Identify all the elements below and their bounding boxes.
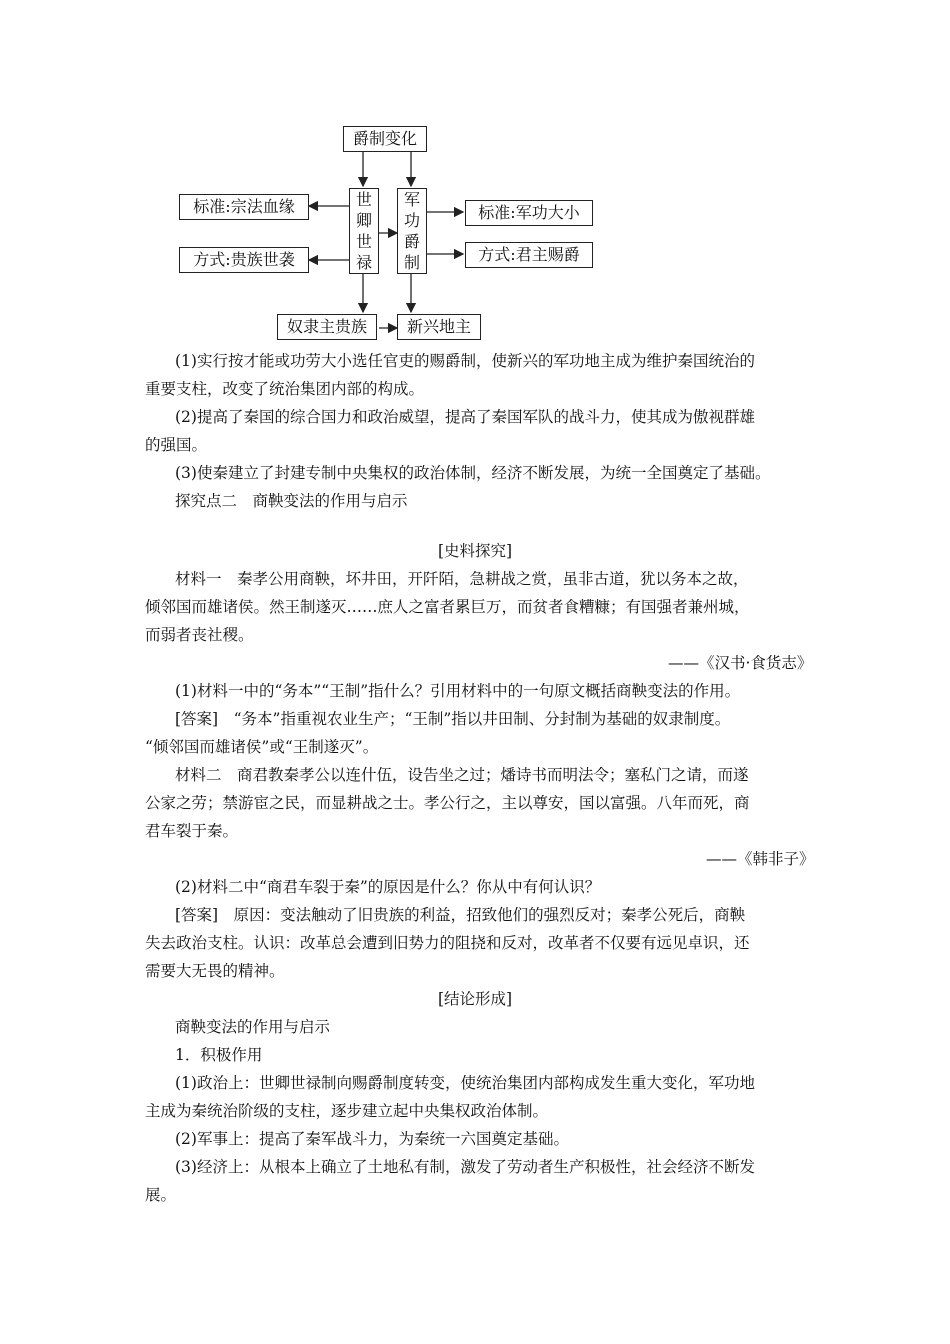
text-line: (1)实行按才能或功劳大小选任官吏的赐爵制，使新兴的军功地主成为维护秦国统治的 <box>175 352 755 370</box>
text-line: (1)政治上：世卿世禄制向赐爵制度转变，使统治集团内部构成发生重大变化，军功地 <box>175 1074 755 1092</box>
text-line: 而弱者丧社稷。 <box>145 626 254 644</box>
left-col-char: 世 <box>355 189 372 209</box>
right-standard-label: 标准:军功大小 <box>478 203 580 222</box>
diagram-right-column <box>397 188 427 274</box>
bottom-right-label: 新兴地主 <box>406 317 471 336</box>
right-col-char: 爵 <box>403 231 420 251</box>
text-line: 倾邻国而雄诸侯。然王制遂灭……庶人之富者累巨万，而贫者食糟糠；有国强者兼州城， <box>145 598 750 616</box>
answer-line: 需要大无畏的精神。 <box>145 962 285 980</box>
left-col-char: 卿 <box>355 210 372 230</box>
subsection-heading: [结论形成] <box>437 990 513 1008</box>
answer-line: “倾邻国而雄诸侯”或“王制遂灭”。 <box>145 738 379 756</box>
diagram-bottom-right <box>397 314 481 340</box>
right-method-label: 方式:君主赐爵 <box>478 245 580 264</box>
left-method-label: 方式:贵族世袭 <box>193 250 295 269</box>
bottom-left-label: 奴隶主贵族 <box>286 317 367 336</box>
diagram-top-label: 爵制变化 <box>352 129 417 148</box>
text-line: 1．积极作用 <box>175 1046 263 1064</box>
text-line: 材料二 商君教秦孝公以连什伍，设告坐之过；燔诗书而明法令；塞私门之请，而遂 <box>175 766 749 784</box>
diagram-left-standard <box>179 194 309 220</box>
answer-line: [答案] “务本”指重视农业生产；“王制”指以井田制、分封制为基础的奴隶制度。 <box>175 710 731 728</box>
text-line: (3)使秦建立了封建专制中央集权的政治体制，经济不断发展，为统一全国奠定了基础。 <box>175 464 771 482</box>
rank-system-diagram <box>175 120 615 345</box>
text-line: 君车裂于秦。 <box>145 822 239 840</box>
text-line: (2)军事上：提高了秦军战斗力，为秦统一六国奠定基础。 <box>175 1130 569 1148</box>
left-col-char: 禄 <box>355 252 372 272</box>
text-line: 材料一 秦孝公用商鞅，坏井田，开阡陌，急耕战之赏，虽非古道，犹以务本之故， <box>175 570 749 588</box>
answer-line: [答案] 原因：变法触动了旧贵族的利益，招致他们的强烈反对；秦孝公死后，商鞅 <box>175 906 746 924</box>
right-col-char: 功 <box>403 210 420 230</box>
right-col-char: 制 <box>403 252 420 272</box>
diagram-arrows <box>175 120 615 345</box>
diagram-right-method <box>465 242 593 268</box>
section-heading: 探究点二 商鞅变法的作用与启示 <box>175 492 408 510</box>
text-line: 公家之劳；禁游宦之民，而显耕战之士。孝公行之，主以尊安，国以富强。八年而死，商 <box>145 794 750 812</box>
left-standard-label: 标准:宗法血缘 <box>193 197 295 216</box>
source-citation: ——《韩非子》 <box>706 850 815 868</box>
text-line: 展。 <box>145 1186 177 1204</box>
left-col-char: 世 <box>355 231 372 251</box>
right-col-char: 军 <box>403 189 420 209</box>
text-line: 重要支柱，改变了统治集团内部的构成。 <box>145 380 425 398</box>
diagram-left-column <box>349 188 379 274</box>
diagram-right-standard <box>465 200 593 226</box>
question-line: (2)材料二中“商君车裂于秦”的原因是什么？你从中有何认识？ <box>175 878 601 896</box>
text-line: (2)提高了秦国的综合国力和政治威望，提高了秦国军队的战斗力，使其成为傲视群雄 <box>175 408 755 426</box>
subsection-heading: [史料探究] <box>437 542 513 560</box>
diagram-left-method <box>179 247 309 273</box>
diagram-top-box <box>343 126 427 152</box>
text-line: (3)经济上：从根本上确立了土地私有制，激发了劳动者生产积极性，社会经济不断发 <box>175 1158 755 1176</box>
question-line: (1)材料一中的“务本”“王制”指什么？引用材料中的一句原文概括商鞅变法的作用。 <box>175 682 741 700</box>
diagram-bottom-left <box>277 314 377 340</box>
text-line: 的强国。 <box>145 436 208 454</box>
text-line: 商鞅变法的作用与启示 <box>175 1018 331 1036</box>
answer-line: 失去政治支柱。认识：改革总会遭到旧势力的阻挠和反对，改革者不仅要有远见卓识，还 <box>145 934 750 952</box>
text-line: 主成为秦统治阶级的支柱，逐步建立起中央集权政治体制。 <box>145 1102 549 1120</box>
source-citation: ——《汉书·食货志》 <box>668 654 813 672</box>
